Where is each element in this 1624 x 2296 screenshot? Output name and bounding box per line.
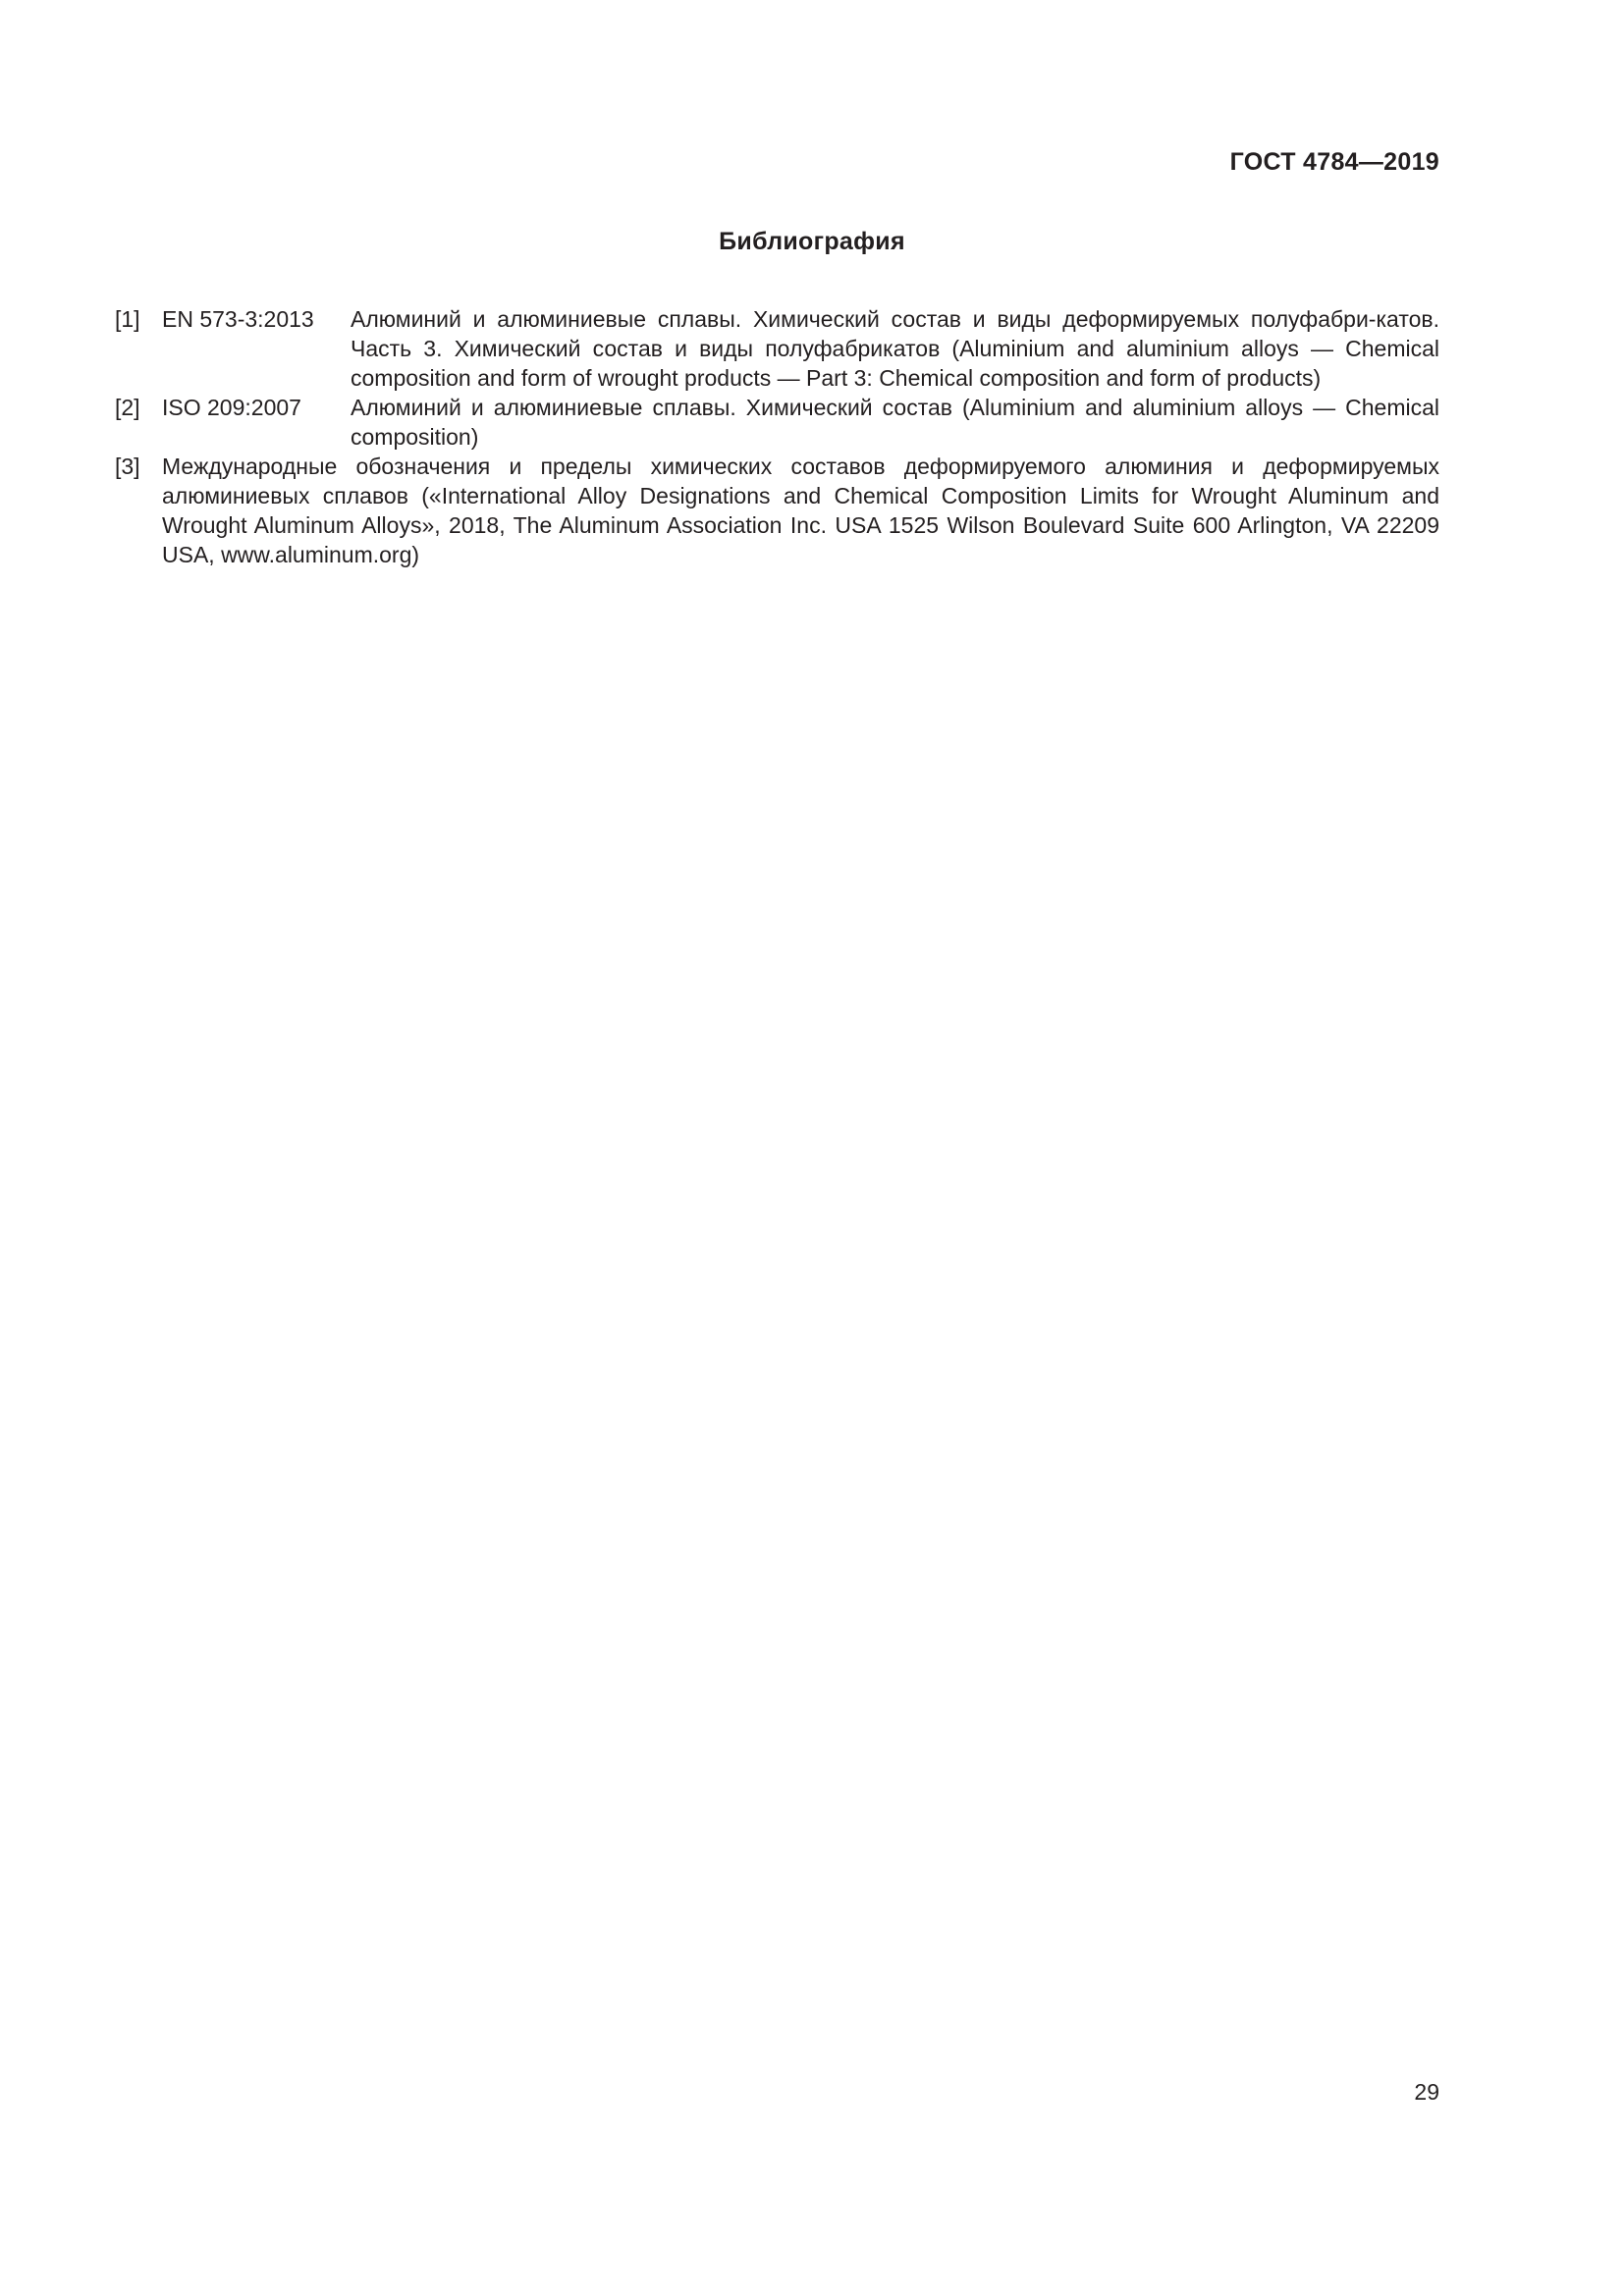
page-number: 29 bbox=[1414, 2079, 1439, 2105]
entry-text: Алюминий и алюминиевые сплавы. Химический состав (Aluminium and aluminium alloys — Chemical composition) bbox=[351, 395, 1439, 450]
entry-text: Алюминий и алюминиевые сплавы. Химический состав и виды деформируемых полуфабри-катов. Часть 3. Химический состав и виды полуфабрикатов (Aluminium and aluminium alloys — Chemical composition and form of wrought products — Part 3: Chemical composition and form of products) bbox=[351, 306, 1439, 391]
bibliography-entry bbox=[115, 304, 1439, 393]
entry-text: Международные обозначения и пределы химических составов деформируемого алюминия и деформируемых алюминиевых сплавов («International Alloy Designations and Chemical Composition Limits for Wrought Aluminum and Wrought Aluminum Alloys», 2018, The Aluminum Association Inc. USA 1525 Wilson Boulevard Suite 600 Arlington, VA 22209 USA, www.aluminum.org) bbox=[162, 454, 1439, 567]
entry-standard-code: ISO 209:2007 bbox=[162, 395, 301, 420]
entry-number: [2] bbox=[115, 395, 140, 420]
section-title: Библиография bbox=[719, 228, 905, 255]
entry-number: [3] bbox=[115, 454, 140, 479]
bibliography-entry bbox=[115, 393, 1439, 452]
entry-number: [1] bbox=[115, 306, 140, 332]
document-code-header: ГОСТ 4784—2019 bbox=[1229, 148, 1439, 176]
bibliography-entry bbox=[115, 452, 1439, 569]
bibliography-list bbox=[115, 304, 1439, 569]
entry-standard-code: EN 573-3:2013 bbox=[162, 306, 314, 332]
